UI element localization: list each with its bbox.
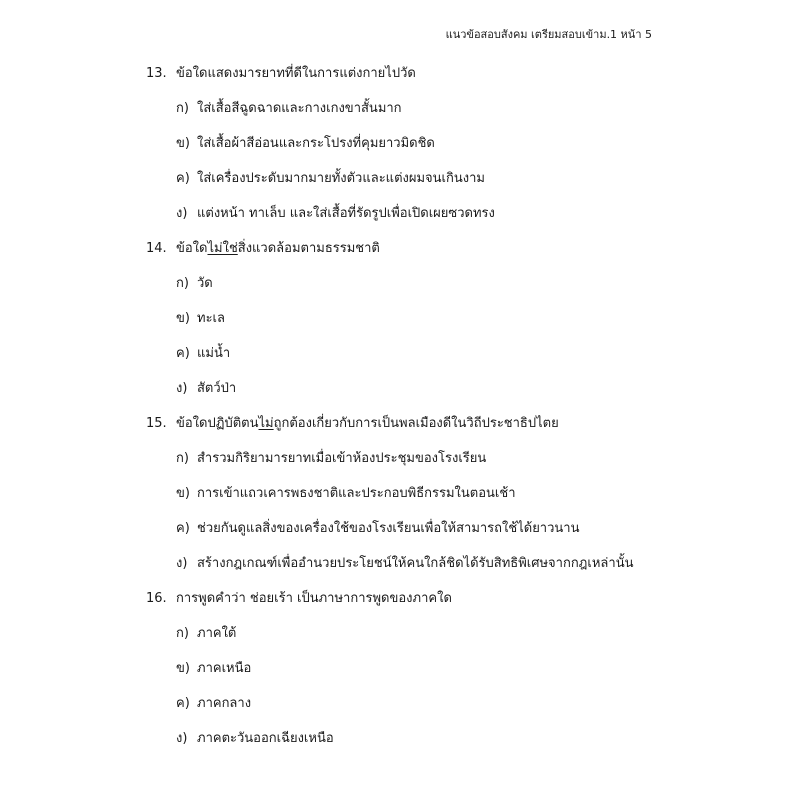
choice-15-d (176, 552, 633, 573)
question-text: การพูดคำว่า ช่อยเร้า เป็นภาษาการพูดของภาคใด (176, 591, 452, 606)
choice-13-d (176, 202, 495, 223)
question-text-before: ข้อใดปฏิบัติตน (176, 416, 259, 431)
question-14 (146, 237, 380, 258)
choice-letter: ค) (176, 171, 190, 186)
question-number: 14. (146, 241, 167, 256)
choice-15-b (176, 482, 516, 503)
choice-text: ภาคใต้ (197, 626, 237, 641)
choice-letter: ง) (176, 556, 188, 571)
choice-text: สร้างกฎเกณฑ์เพื่ออำนวยประโยชน์ให้คนใกล้ชิดได้รับสิทธิพิเศษจากกฎเหล่านั้น (197, 556, 634, 571)
choice-text: ภาคตะวันออกเฉียงเหนือ (197, 731, 334, 746)
choice-letter: ก) (176, 626, 189, 641)
choice-text: แต่งหน้า ทาเล็บ และใส่เสื้อที่รัดรูปเพื่อเปิดเผยซวดทรง (197, 206, 495, 221)
question-15 (146, 412, 559, 433)
choice-letter: ก) (176, 101, 189, 116)
choice-text: ใส่เสื้อผ้าสีอ่อนและกระโปรงที่คุมยาวมิดชิด (197, 136, 435, 151)
choice-letter: ข) (176, 486, 190, 501)
choice-14-d (176, 377, 236, 398)
question-number: 15. (146, 416, 167, 431)
choice-text: วัด (197, 276, 213, 291)
question-text-after: ถูกต้องเกี่ยวกับการเป็นพลเมืองดีในวิถีประชาธิปไตย (273, 416, 559, 431)
choice-16-c (176, 692, 251, 713)
choice-letter: ค) (176, 521, 190, 536)
question-text-before: ข้อใด (176, 241, 208, 256)
choice-15-c (176, 517, 579, 538)
choice-letter: ข) (176, 311, 190, 326)
choice-14-b (176, 307, 225, 328)
choice-letter: ก) (176, 451, 189, 466)
choice-14-a (176, 272, 213, 293)
choice-letter: ข) (176, 661, 190, 676)
choice-text: ใส่เครื่องประดับมากมายทั้งตัวและแต่งผมจนเกินงาม (197, 171, 485, 186)
question-13 (146, 62, 416, 83)
choice-letter: ง) (176, 731, 188, 746)
choice-text: ใส่เสื้อสีฉูดฉาดและกางเกงขาสั้นมาก (197, 101, 402, 116)
choice-text: ภาคเหนือ (197, 661, 252, 676)
choice-16-b (176, 657, 251, 678)
choice-14-c (176, 342, 230, 363)
question-text-after: สิ่งแวดล้อมตามธรรมชาติ (237, 241, 380, 256)
choice-letter: ค) (176, 696, 190, 711)
choice-text: สำรวมกิริยามารยาทเมื่อเข้าห้องประชุมของโรงเรียน (197, 451, 487, 466)
choice-text: ภาคกลาง (197, 696, 252, 711)
choice-letter: ข) (176, 136, 190, 151)
choice-16-d (176, 727, 334, 748)
choice-13-a (176, 97, 402, 118)
choice-15-a (176, 447, 486, 468)
choice-letter: ง) (176, 206, 188, 221)
question-text-underlined: ไม่ใช่ (207, 241, 238, 256)
choice-13-b (176, 132, 435, 153)
question-16 (146, 587, 452, 608)
choice-13-c (176, 167, 485, 188)
choice-letter: ค) (176, 346, 190, 361)
question-text-underlined: ไม่ (258, 416, 274, 431)
choice-letter: ง) (176, 381, 188, 396)
running-header: แนวข้อสอบสังคม เตรียมสอบเข้าม.1 หน้า 5 (445, 28, 652, 41)
choice-text: สัตว์ป่า (197, 381, 237, 396)
question-number: 13. (146, 66, 167, 81)
choice-text: แม่น้ำ (197, 346, 231, 361)
choice-text: การเข้าแถวเคารพธงชาติและประกอบพิธีกรรมในตอนเช้า (197, 486, 516, 501)
question-text: ข้อใดแสดงมารยาทที่ดีในการแต่งกายไปวัด (176, 66, 416, 81)
choice-16-a (176, 622, 236, 643)
choice-text: ช่วยกันดูแลสิ่งของเครื่องใช้ของโรงเรียนเพื่อให้สามารถใช้ได้ยาวนาน (197, 521, 580, 536)
choice-letter: ก) (176, 276, 189, 291)
question-number: 16. (146, 591, 167, 606)
choice-text: ทะเล (197, 311, 225, 326)
